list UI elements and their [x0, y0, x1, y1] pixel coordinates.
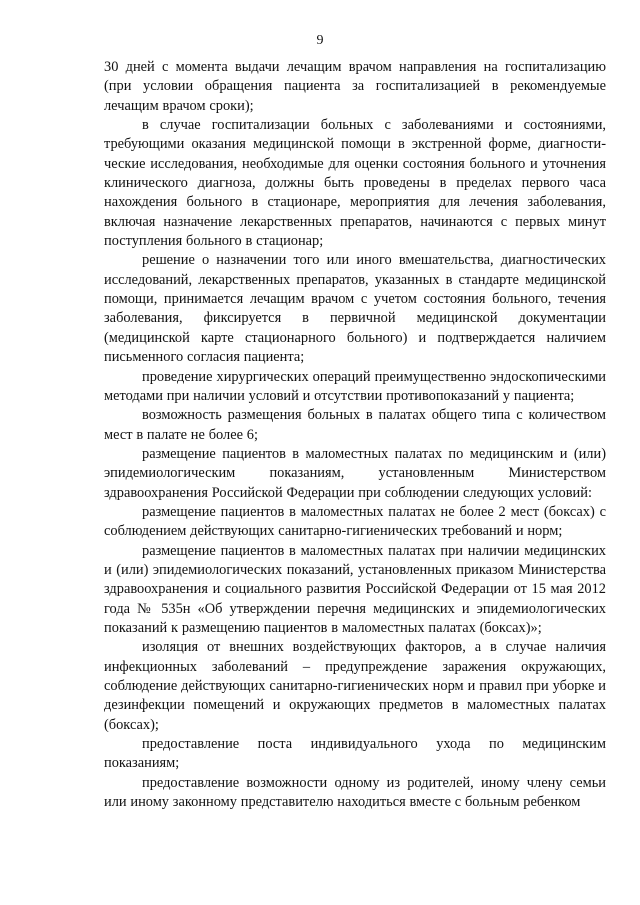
- paragraph-general-wards: возможность размещения больных в палатах общего типа с количеством мест в палате не более 6;: [104, 407, 606, 443]
- paragraph-ministry-order: размещение пациентов в маломестных палатах при наличии медицинских и (или) эпидемиологических показаний, установленных приказом Министерства здравоохранения и социального развития Российской Федерации от 15 мая 2012 года № 535н «Об утверждении перечня медицинских и эпидемиологических показаний к размещению пациентов в маломестных палатах (боксах)»;: [104, 542, 606, 636]
- paragraph-parent-stay: предоставление возможности одному из родителей, иному члену семьи или иному законному представителю находиться вместе с больным ребенком: [104, 774, 606, 811]
- paragraph-two-bed-boxes: размещение пациентов в маломестных палатах не более 2 мест (боксах) с соблюдением действующих санитарно-гигиенических требований и норм;: [104, 503, 606, 540]
- paragraph-endoscopic-surgery: проведение хирургических операций преимущественно эндоскопическими методами при наличии условий и отсутствии противопоказаний у пациента;: [104, 368, 606, 404]
- document-body: [104, 58, 606, 812]
- paragraph-emergency-hospitalization: в случае госпитализации больных с заболеваниями и состояниями, требующими оказания медицинской помощи в экстренной форме, диагностические исследования, необходимые для оценки состояния больного и уточнения клинического диагноза, должны быть проведены в пределах первого часа нахождения больного в стационаре, мероприятия для лечения заболевания, включая назначение лекарственных препаратов, начинаются с первых минут поступления больного в стационар;: [104, 117, 606, 250]
- paragraph-isolation: изоляция от внешних воздействующих факторов, а в случае наличия инфекционных заболеваний – предупреждение заражения окружающих, соблюдение действующих санитарно-гигиенических норм и правил при уборке и дезинфекции помещений и окружающих предметов в маломестных палатах (боксах);: [104, 639, 606, 733]
- paragraph-small-wards-placement: размещение пациентов в маломестных палатах по медицинским и (или) эпидемиологическим показаниям, установленным Министерством здравоохранения Российской Федерации при соблюдении следующих условий:: [104, 445, 606, 501]
- paragraph-hospitalization-term: 30 дней с момента выдачи лечащим врачом направления на госпитализацию (при условии обращения пациента за госпитализацией в рекомендуемые лечащим врачом сроки);: [104, 59, 606, 114]
- page-number: 9: [316, 33, 324, 48]
- paragraph-intervention-decision: решение о назначении того или иного вмешательства, диагностических исследований, лекарственных препаратов, указанных в стандарте медицинской помощи, принимается лечащим врачом с учетом состояния больного, течения заболевания, фиксируется в первичной медицинской документации (медицинской карте стационарного больного) и подтверждается наличием письменного согласия пациента;: [104, 252, 606, 366]
- paragraph-individual-care-post: предоставление поста индивидуального ухода по медицинским показаниям;: [104, 736, 606, 772]
